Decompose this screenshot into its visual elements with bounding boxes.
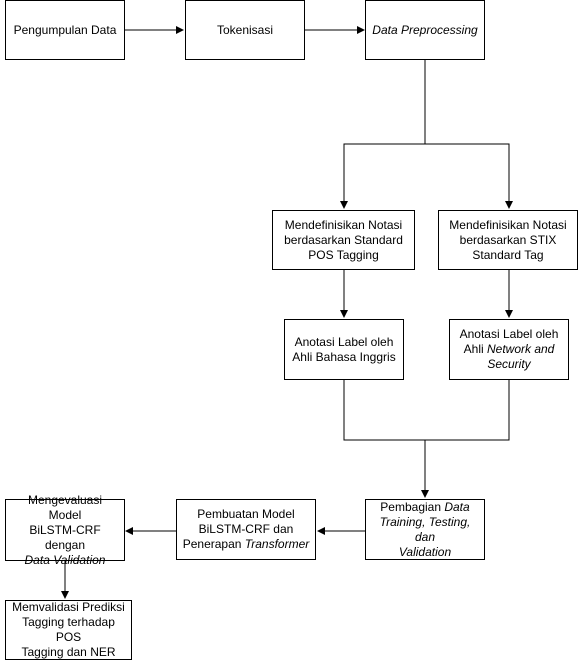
node-anotasi-bahasa xyxy=(284,319,404,380)
edge-split-n5 xyxy=(425,144,509,208)
node-line: Tagging terhadap POS xyxy=(22,615,115,644)
node-line: Anotasi Label oleh xyxy=(459,327,559,341)
node-line: Data Validation xyxy=(24,552,106,567)
node-line: berdasarkan STIX xyxy=(459,232,557,247)
node-label: Data Preprocessing xyxy=(372,22,478,37)
node-line: Tagging dan NER xyxy=(21,645,116,659)
node-line: Standard Tag xyxy=(472,247,544,262)
node-tokenisasi xyxy=(185,0,305,60)
node-notasi-stix xyxy=(438,210,578,270)
node-line: Mendefinisikan Notasi xyxy=(284,217,403,232)
node-line: BiLSTM-CRF dan xyxy=(198,522,294,536)
node-anotasi-network xyxy=(449,319,569,380)
node-line: Anotasi Label oleh xyxy=(294,334,394,349)
node-line: Penerapan Transformer xyxy=(182,537,310,551)
node-line: Pembuatan Model xyxy=(197,507,295,521)
node-line: Training, Testing, dan xyxy=(379,514,471,544)
node-label: Pengumpulan Data xyxy=(13,22,117,37)
node-pengumpulan-data xyxy=(5,0,125,60)
node-pembuatan-model xyxy=(176,499,316,560)
node-label: Tokenisasi xyxy=(216,22,274,37)
edge-n6-merge xyxy=(344,380,509,440)
node-line: Pembagian Data xyxy=(380,499,470,514)
node-line: Security xyxy=(487,357,531,371)
node-line: Mendefinisikan Notasi xyxy=(449,217,567,232)
node-pembagian-data xyxy=(365,499,485,560)
node-evaluasi-model xyxy=(5,492,125,567)
node-notasi-pos xyxy=(272,210,415,270)
node-validasi-prediksi xyxy=(5,600,132,660)
node-data-preprocessing xyxy=(365,0,485,60)
node-line: Ahli Bahasa Inggris xyxy=(292,349,396,364)
node-line: POS Tagging xyxy=(308,247,379,262)
node-line: Memvalidasi Prediksi xyxy=(12,600,125,614)
node-line: berdasarkan Standard xyxy=(284,232,403,247)
node-line: BiLSTM-CRF dengan xyxy=(29,522,101,552)
edge-n3-split xyxy=(344,60,425,208)
node-line: Ahli Network and xyxy=(463,342,555,356)
node-line: Mengevaluasi Model xyxy=(27,492,103,522)
node-line: Validation xyxy=(398,544,452,559)
